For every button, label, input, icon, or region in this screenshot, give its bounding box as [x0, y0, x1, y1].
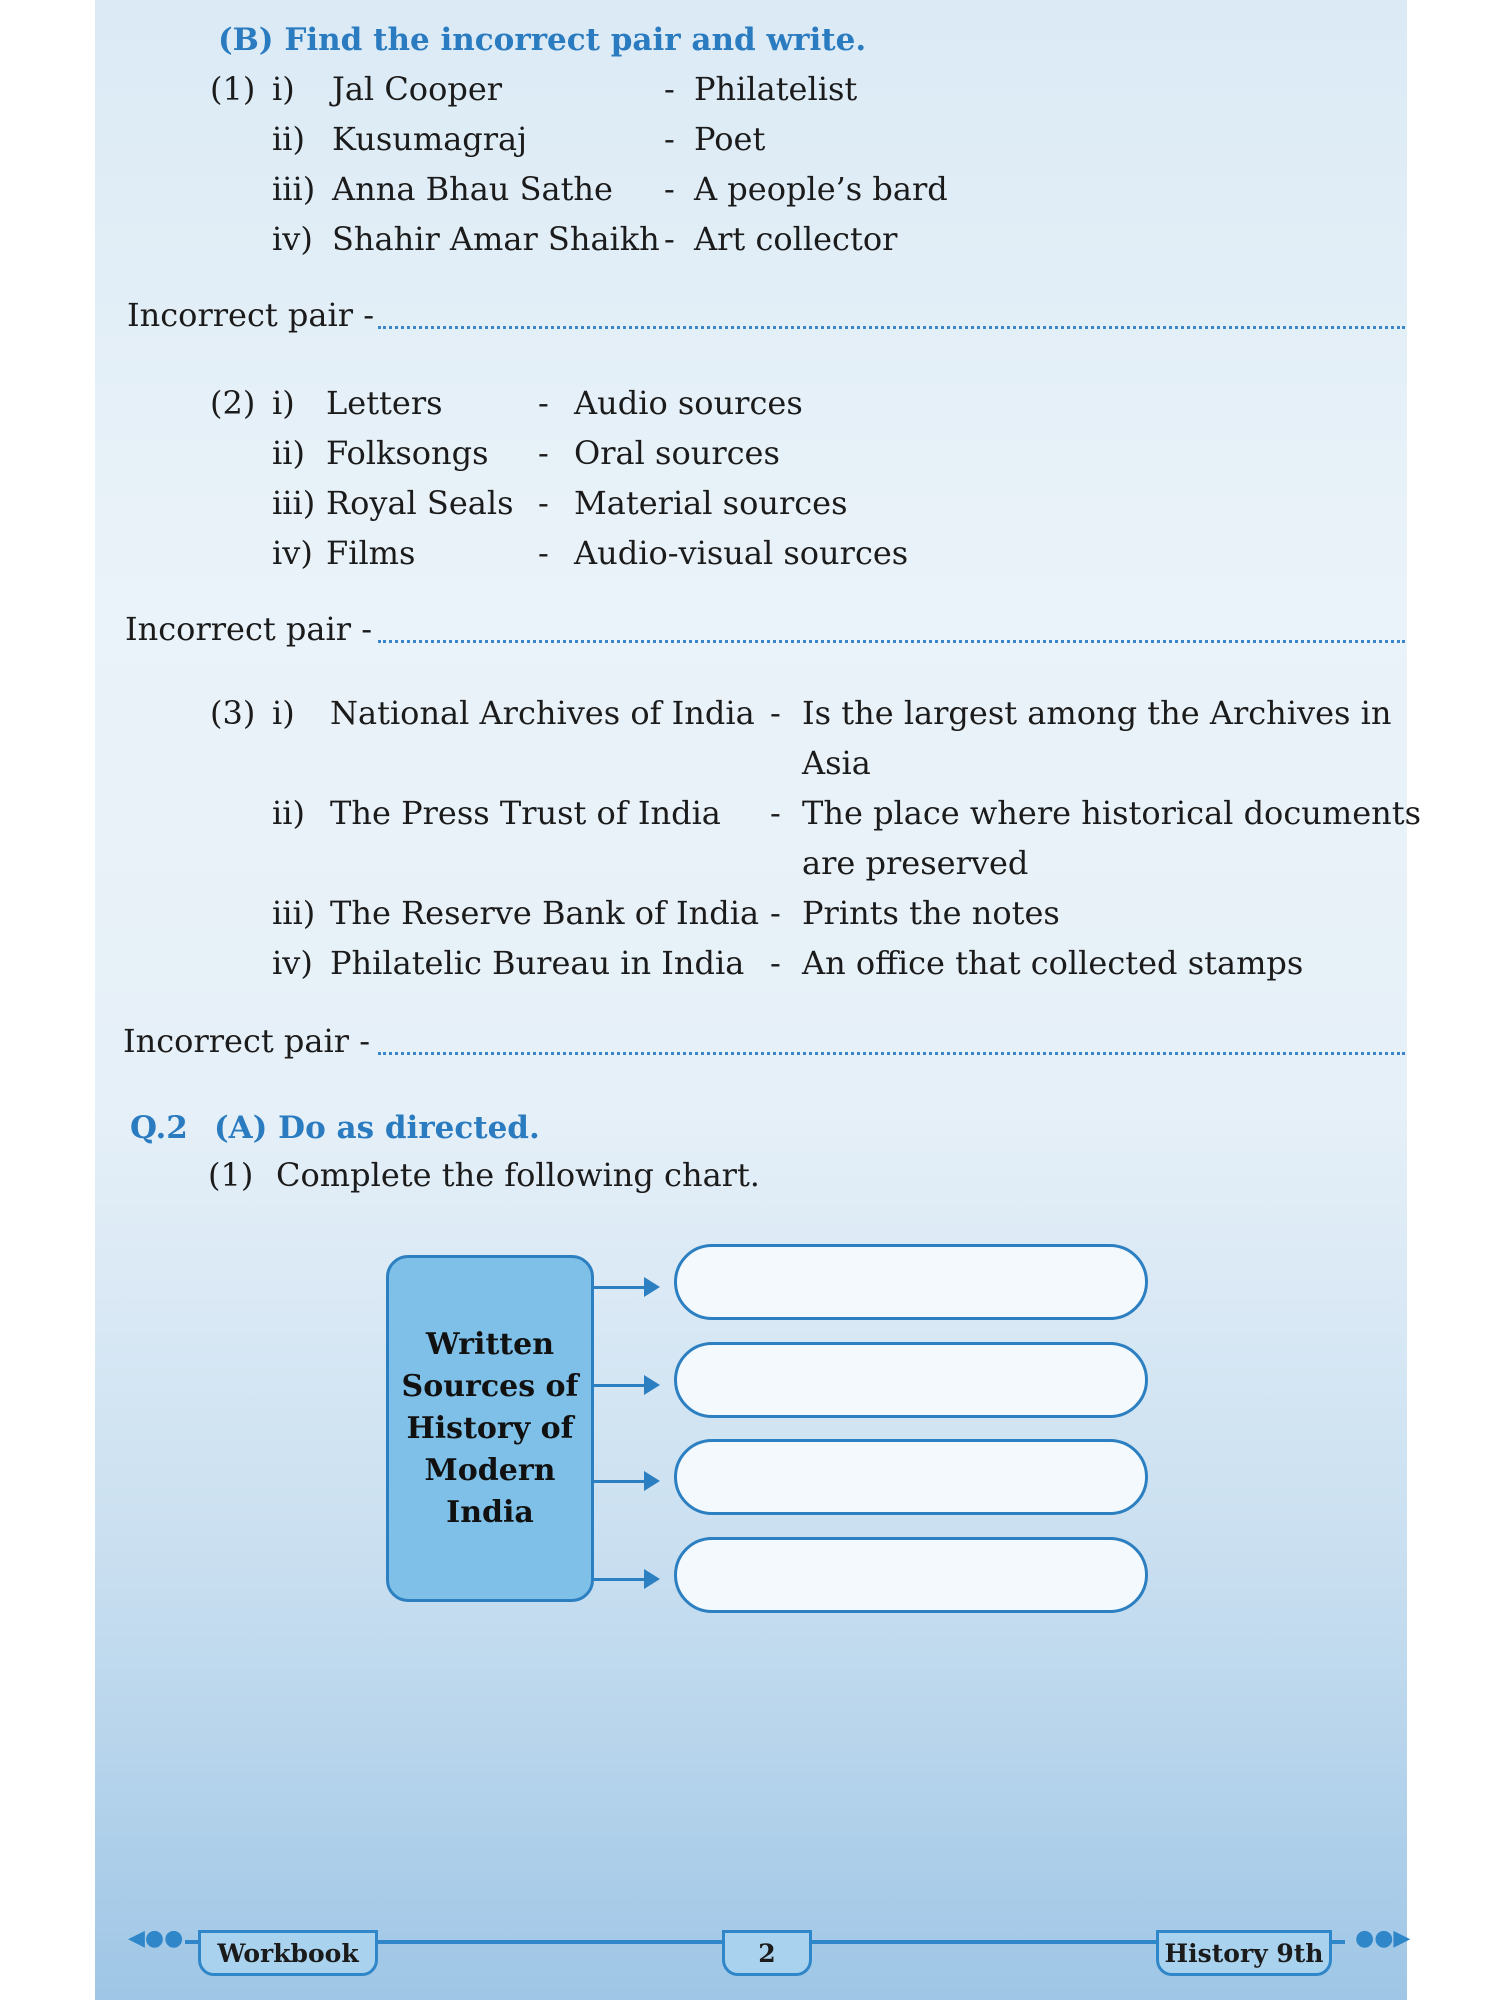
- footer-dots-right: ●●▶: [1355, 1926, 1411, 1951]
- q1-item-dash: -: [664, 220, 675, 258]
- q3-item-right-cont: Asia: [802, 744, 871, 782]
- q3-item-right-cont: are preserved: [802, 844, 1029, 882]
- q1-item-dash: -: [664, 70, 675, 108]
- q2-item-left: Folksongs: [326, 434, 489, 472]
- incorrect-pair-label: Incorrect pair -: [125, 610, 372, 648]
- q1-item-num: iv): [272, 220, 313, 258]
- q2-number: (2): [210, 384, 256, 422]
- q2-item-right: Audio sources: [574, 384, 803, 422]
- q3-item-left: The Reserve Bank of India: [330, 894, 760, 932]
- q1-item-num: i): [272, 70, 295, 108]
- q3-item-dash: -: [770, 794, 781, 832]
- q1-item-left: Kusumagraj: [332, 120, 528, 158]
- footer-subject-label: History 9th: [1156, 1930, 1332, 1976]
- answer-line-q1[interactable]: [378, 326, 1405, 329]
- q2-item-dash: -: [538, 384, 549, 422]
- incorrect-pair-label: Incorrect pair -: [123, 1022, 370, 1060]
- chart-answer-box[interactable]: [674, 1439, 1148, 1515]
- q3-item-left: Philatelic Bureau in India: [330, 944, 745, 982]
- q2-item-dash: -: [538, 434, 549, 472]
- q3-item-right: The place where historical documents: [802, 794, 1422, 832]
- q3-item-num: ii): [272, 794, 305, 832]
- q1-item-num: iii): [272, 170, 316, 208]
- q2-item-text: Complete the following chart.: [276, 1156, 760, 1194]
- q3-item-num: iii): [272, 894, 316, 932]
- chart-arrow: [594, 1384, 654, 1387]
- q3-item-right: An office that collected stamps: [802, 944, 1304, 982]
- q2-item-num: ii): [272, 434, 305, 472]
- q1-item-right: Philatelist: [694, 70, 858, 108]
- q2-item-left: Letters: [326, 384, 443, 422]
- q2-item-left: Royal Seals: [326, 484, 514, 522]
- q1-item-dash: -: [664, 170, 675, 208]
- chart-arrow: [594, 1480, 654, 1483]
- q3-item-left: National Archives of India: [330, 694, 755, 732]
- q1-item-right: Poet: [694, 120, 766, 158]
- q3-item-right: Prints the notes: [802, 894, 1060, 932]
- q3-item-num: iv): [272, 944, 313, 982]
- q2-item-dash: -: [538, 534, 549, 572]
- q2-item-right: Material sources: [574, 484, 848, 522]
- footer-dots-left: ◀●●: [128, 1926, 184, 1951]
- q3-item-right: Is the largest among the Archives in: [802, 694, 1392, 732]
- page-number: 2: [722, 1930, 812, 1976]
- incorrect-pair-label: Incorrect pair -: [127, 296, 374, 334]
- q3-item-dash: -: [770, 694, 781, 732]
- answer-line-q2[interactable]: [378, 640, 1405, 643]
- chart-source-box: [386, 1255, 594, 1602]
- q1-item-left: Shahir Amar Shaikh: [332, 220, 660, 258]
- q2-item-num: iii): [272, 484, 316, 522]
- footer-book-label: Workbook: [198, 1930, 378, 1976]
- section-b-heading: (B) Find the incorrect pair and write.: [218, 22, 867, 58]
- q1-number: (1): [210, 70, 256, 108]
- page-margin-left: [0, 0, 95, 2000]
- q1-item-left: Jal Cooper: [332, 70, 503, 108]
- q3-item-num: i): [272, 694, 295, 732]
- q1-item-right: A people’s bard: [694, 170, 948, 208]
- q2-item-dash: -: [538, 484, 549, 522]
- q1-item-num: ii): [272, 120, 305, 158]
- page-margin-right: [1407, 0, 1500, 2000]
- q2-item-right: Oral sources: [574, 434, 780, 472]
- q3-item-dash: -: [770, 944, 781, 982]
- q1-item-dash: -: [664, 120, 675, 158]
- chart-answer-box[interactable]: [674, 1537, 1148, 1613]
- chart-arrow: [594, 1578, 654, 1581]
- q1-item-right: Art collector: [694, 220, 898, 258]
- q2-item-number: (1): [208, 1156, 254, 1194]
- q2-heading-number: Q.2: [130, 1110, 188, 1146]
- q2-section-heading: (A) Do as directed.: [214, 1110, 540, 1146]
- q3-number: (3): [210, 694, 256, 732]
- chart-answer-box[interactable]: [674, 1342, 1148, 1418]
- q3-item-dash: -: [770, 894, 781, 932]
- q2-item-left: Films: [326, 534, 416, 572]
- chart-title: Written Sources of History of Modern India: [401, 1326, 579, 1530]
- answer-line-q3[interactable]: [378, 1052, 1405, 1055]
- q2-item-num: iv): [272, 534, 313, 572]
- q1-item-left: Anna Bhau Sathe: [332, 170, 613, 208]
- q3-item-left: The Press Trust of India: [330, 794, 721, 832]
- chart-arrow: [594, 1286, 654, 1289]
- q2-item-num: i): [272, 384, 295, 422]
- q2-item-right: Audio-visual sources: [574, 534, 909, 572]
- chart-answer-box[interactable]: [674, 1244, 1148, 1320]
